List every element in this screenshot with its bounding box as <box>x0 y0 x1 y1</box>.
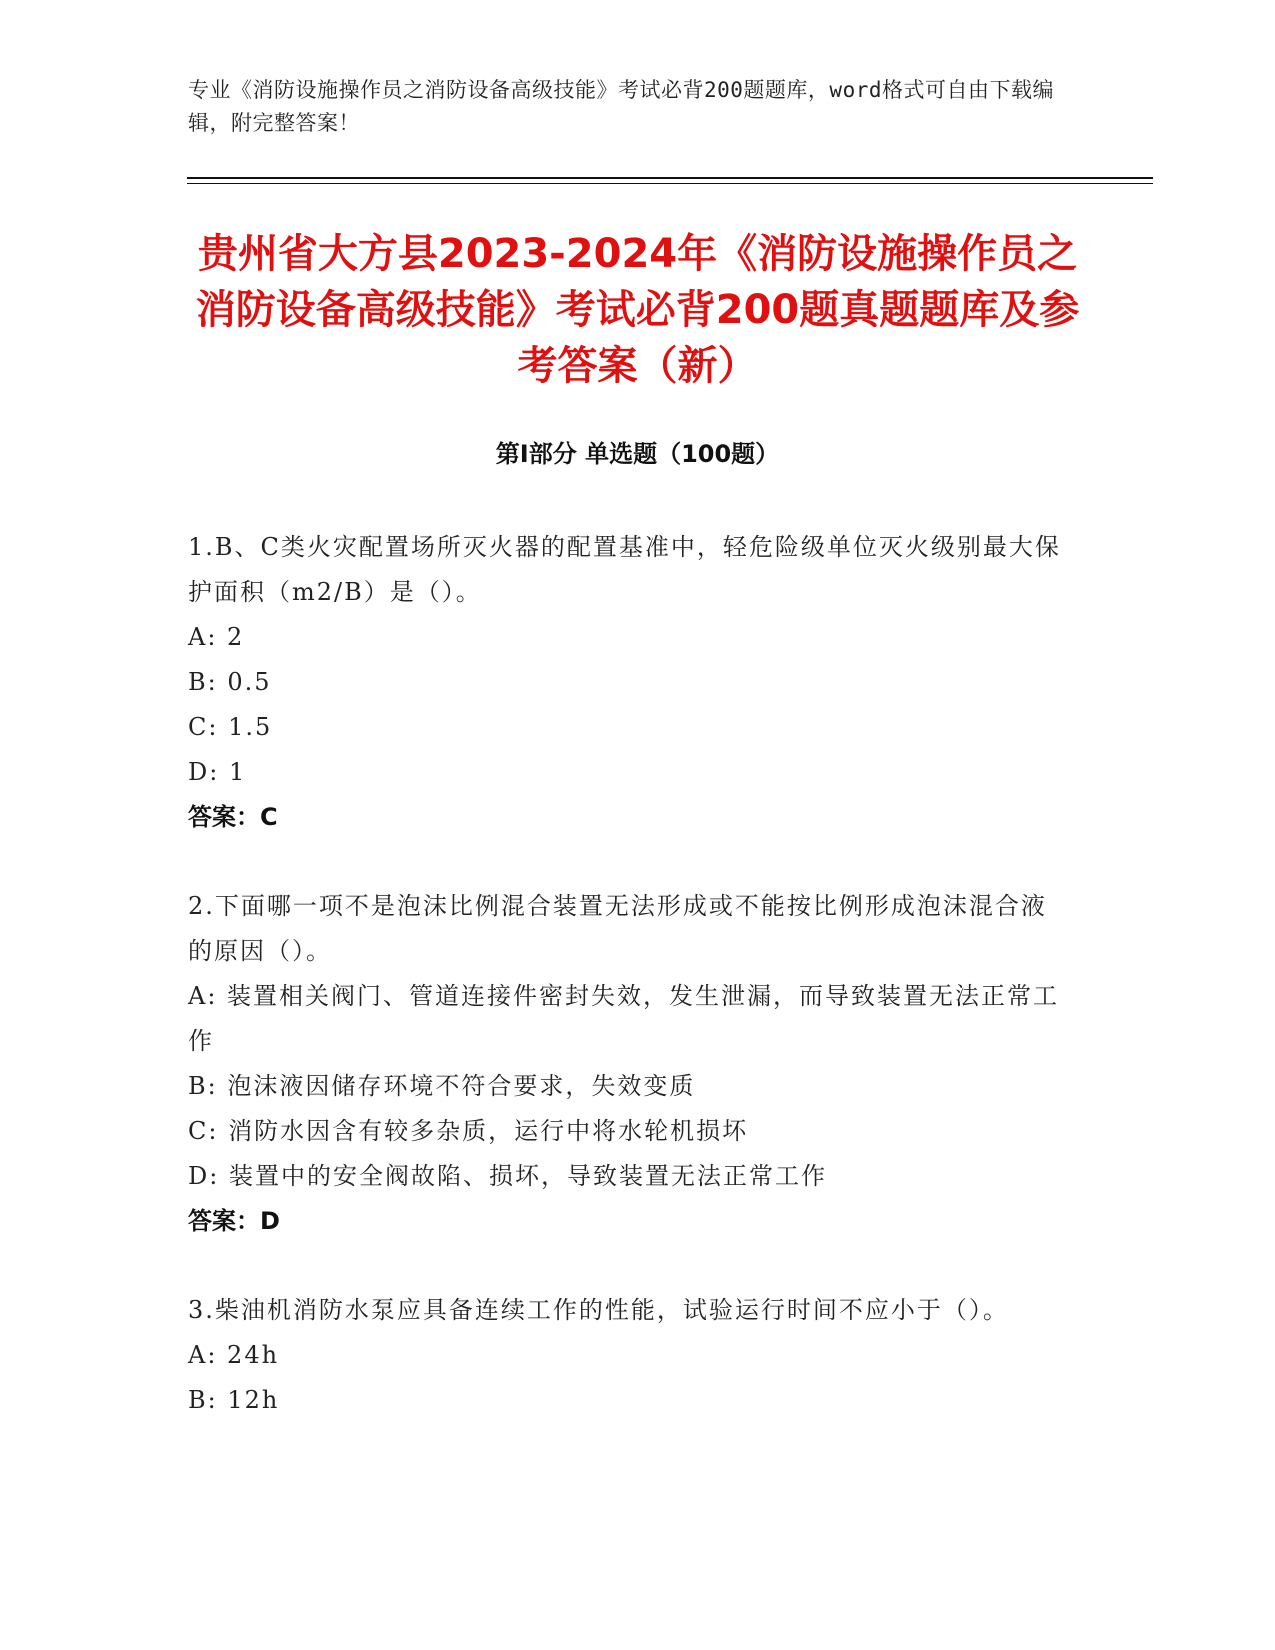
question-stem: 3.柴油机消防水泵应具备连续工作的性能，试验运行时间不应小于（）。 <box>188 1296 1009 1324</box>
option-a: A: 装置相关阀门、管道连接件密封失效，发生泄漏，而导致装置无法正常工作 <box>188 982 1060 1055</box>
answer: 答案：D <box>188 1207 280 1235</box>
option-c: C: 消防水因含有较多杂质，运行中将水轮机损坏 <box>188 1117 749 1145</box>
question-3 <box>188 1288 1068 1423</box>
option-d: D: 1 <box>188 758 247 786</box>
option-a: A: 24h <box>188 1341 280 1369</box>
question-stem: 1.B、C类火灾配置场所灭火器的配置基准中，轻危险级单位灭火级别最大保护面积（m2/B）是（）。 <box>188 533 1061 606</box>
option-c: C: 1.5 <box>188 713 273 741</box>
header-divider-thin <box>187 183 1153 184</box>
header-note: 专业《消防设施操作员之消防设备高级技能》考试必背200题题库，word格式可自由下载编辑，附完整答案！ <box>188 78 1054 135</box>
question-1 <box>188 525 1068 840</box>
header-divider-thick <box>187 177 1153 179</box>
answer: 答案：C <box>188 803 278 831</box>
option-d: D: 装置中的安全阀故陷、损坏，导致装置无法正常工作 <box>188 1162 827 1190</box>
option-b: B: 泡沫液因储存环境不符合要求，失效变质 <box>188 1072 696 1100</box>
option-a: A: 2 <box>188 623 245 651</box>
document-title: 贵州省大方县2023-2024年《消防设施操作员之消防设备高级技能》考试必背200题真题题库及参考答案（新） <box>195 231 1080 389</box>
question-list <box>188 525 1068 1467</box>
question-stem: 2.下面哪一项不是泡沫比例混合装置无法形成或不能按比例形成泡沫混合液的原因（）。 <box>188 892 1047 965</box>
option-b: B: 12h <box>188 1386 280 1414</box>
option-b: B: 0.5 <box>188 668 272 696</box>
section-heading: 第Ⅰ部分 单选题（100题） <box>495 440 780 468</box>
question-2 <box>188 884 1068 1244</box>
